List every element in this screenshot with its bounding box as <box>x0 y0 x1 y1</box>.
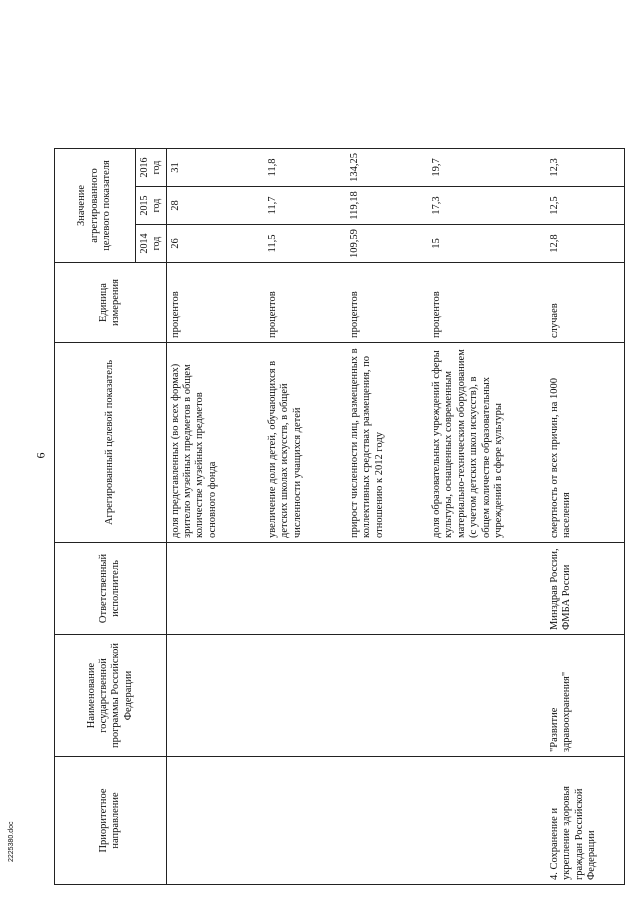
header-direction: Приоритетное направление <box>55 757 167 885</box>
cell-direction <box>264 757 346 885</box>
cell-program <box>264 635 346 757</box>
cell-unit: процентов <box>428 263 546 343</box>
cell-executor <box>264 543 346 635</box>
cell-spacer <box>546 19 624 148</box>
cell-indicator: смертность от всех причин, на 1000 населения <box>546 343 624 543</box>
cell-program <box>428 635 546 757</box>
cell-unit: процентов <box>346 263 428 343</box>
cell-indicator: доля представленных (во всех формах) зрителю музейных предметов в общем количестве музейных предметов основного фонда <box>166 343 264 543</box>
cell-value-2016: 12,3 <box>546 148 624 186</box>
cell-value-2016: 134,25 <box>346 148 428 186</box>
cell-indicator: увеличение доли детей, обучающихся в детских школах искусств, в общей численности учащихся детей <box>264 343 346 543</box>
cell-spacer <box>166 19 264 148</box>
cell-program: "Развитие здравоохранения" <box>546 635 624 757</box>
cell-value-2015: 11,7 <box>264 187 346 225</box>
cell-spacer <box>346 19 428 148</box>
cell-value-2014: 11,5 <box>264 225 346 263</box>
table-row <box>264 19 346 884</box>
cell-direction <box>166 757 264 885</box>
header-program: Наименование государственной программы Российской Федерации <box>55 635 167 757</box>
document-code: 2225380.doc <box>8 821 15 862</box>
cell-unit: случаев <box>546 263 624 343</box>
table-header-row <box>55 19 136 884</box>
header-unit: Единица измерения <box>55 263 167 343</box>
cell-value-2016: 11,8 <box>264 148 346 186</box>
cell-value-2016: 19,7 <box>428 148 546 186</box>
cell-unit: процентов <box>264 263 346 343</box>
cell-value-2015: 12,5 <box>546 187 624 225</box>
cell-executor: Минздрав России, ФМБА России <box>546 543 624 635</box>
cell-direction: 4. Сохранение и укрепление здоровья граждан Российской Федерации <box>546 757 624 885</box>
cell-unit: процентов <box>166 263 264 343</box>
table-row <box>166 19 264 884</box>
cell-program <box>166 635 264 757</box>
table-row <box>346 19 428 884</box>
header-year-2015: 2015 год <box>136 187 167 225</box>
cell-spacer <box>428 19 546 148</box>
cell-value-2015: 17,3 <box>428 187 546 225</box>
cell-indicator: доля образовательных учреждений сферы культуры, оснащенных современным материально-техническим оборудованием (с учетом детских школ искусств), в общем количестве образовательных учреждений в сфере культуры <box>428 343 546 543</box>
cell-value-2014: 12,8 <box>546 225 624 263</box>
table-row <box>428 19 546 884</box>
cell-value-2014: 109,59 <box>346 225 428 263</box>
header-executor: Ответственный исполнитель <box>55 543 167 635</box>
page-number: 6 <box>33 452 48 459</box>
cell-value-2014: 26 <box>166 225 264 263</box>
cell-direction <box>346 757 428 885</box>
cell-executor <box>346 543 428 635</box>
cell-value-2015: 28 <box>166 187 264 225</box>
cell-indicator: прирост численности лиц, размещенных в коллективных средствах размещения, по отношению к 2012 году <box>346 343 428 543</box>
cell-executor <box>166 543 264 635</box>
header-indicator: Агрегированный целевой показатель <box>55 343 167 543</box>
cell-value-2014: 15 <box>428 225 546 263</box>
header-spacer <box>55 19 167 148</box>
cell-executor <box>428 543 546 635</box>
header-target-values: Значение агрегированного целевого показателя <box>55 148 136 262</box>
cell-value-2015: 119,18 <box>346 187 428 225</box>
indicators-table <box>54 19 625 885</box>
cell-direction <box>428 757 546 885</box>
cell-value-2016: 31 <box>166 148 264 186</box>
rotated-table-container <box>54 20 610 885</box>
cell-spacer <box>264 19 346 148</box>
cell-program <box>346 635 428 757</box>
table-row <box>546 19 624 884</box>
rotated-table-area <box>54 20 610 885</box>
header-year-2016: 2016 год <box>136 148 167 186</box>
header-year-2014: 2014 год <box>136 225 167 263</box>
